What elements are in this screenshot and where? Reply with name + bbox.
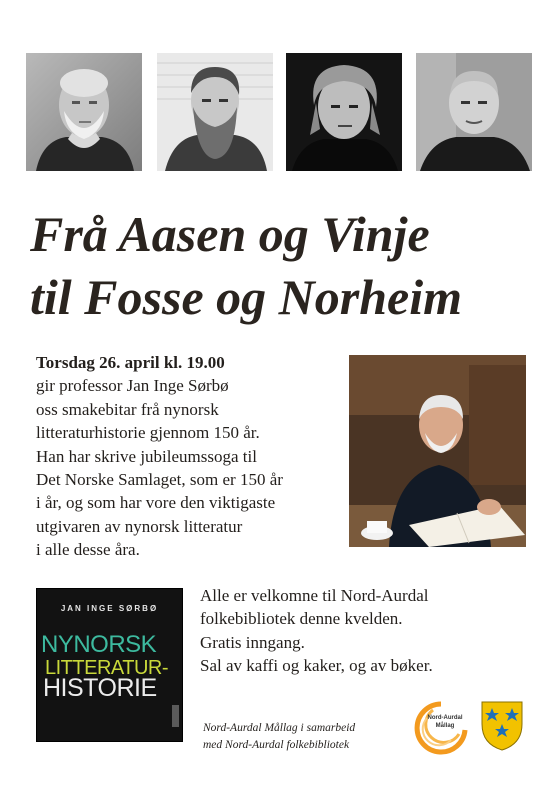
organizer-line-1: Nord-Aurdal Mållag i samarbeid: [203, 722, 356, 734]
organizer-line-2: med Nord-Aurdal folkebibliotek: [203, 739, 350, 751]
info-line: folkebibliotek denne kvelden.: [200, 609, 403, 629]
description-line: i alle desse åra.: [36, 540, 140, 560]
portrait-fosse: [286, 53, 402, 171]
description-line: Han har skrive jubileumssoga til: [36, 446, 257, 466]
description-line: litteraturhistorie gjennom 150 år.: [36, 423, 260, 443]
event-description: [36, 351, 341, 562]
portrait-norheim: [416, 53, 532, 171]
description-line: oss smakebitar frå nynorsk: [36, 399, 219, 419]
book-title-line-1: NYNORSK: [41, 631, 157, 658]
coat-of-arms-icon: [480, 700, 524, 752]
event-info: [200, 584, 540, 678]
mallag-logo: [413, 700, 468, 755]
description-line: Det Norske Samlaget, som er 150 år: [36, 470, 283, 490]
publisher-mark: [172, 705, 179, 727]
portrait-aasen: [26, 53, 142, 171]
event-title-line-1: Frå Aasen og Vinje: [30, 206, 430, 262]
book-author: JAN INGE SØRBØ: [60, 604, 159, 613]
book-cover: [36, 588, 183, 742]
logo-text-line-1: Nord-Aurdal: [427, 715, 463, 721]
logo-text-line-2: Mållag: [435, 723, 455, 729]
info-line: Gratis inngang.: [200, 632, 305, 652]
info-line: Sal av kaffi og kaker, og av bøker.: [200, 656, 433, 676]
speaker-photo: [349, 355, 526, 547]
book-title-line-2: LITTERATUR-: [45, 657, 169, 679]
info-line: Alle er velkomne til Nord-Aurdal: [200, 586, 429, 605]
description-line: gir professor Jan Inge Sørbø: [36, 376, 229, 396]
event-date: Torsdag 26. april kl. 19.00: [36, 353, 225, 372]
description-line: i år, og som har vore den viktigaste: [36, 493, 276, 513]
book-title-line-3: HISTORIE: [43, 674, 157, 702]
description-line: utgivaren av nynorsk litteratur: [36, 516, 243, 536]
organizer-credit: [203, 720, 403, 754]
event-title-line-2: til Fosse og Norheim: [30, 269, 462, 325]
portrait-vinje: [157, 53, 273, 171]
